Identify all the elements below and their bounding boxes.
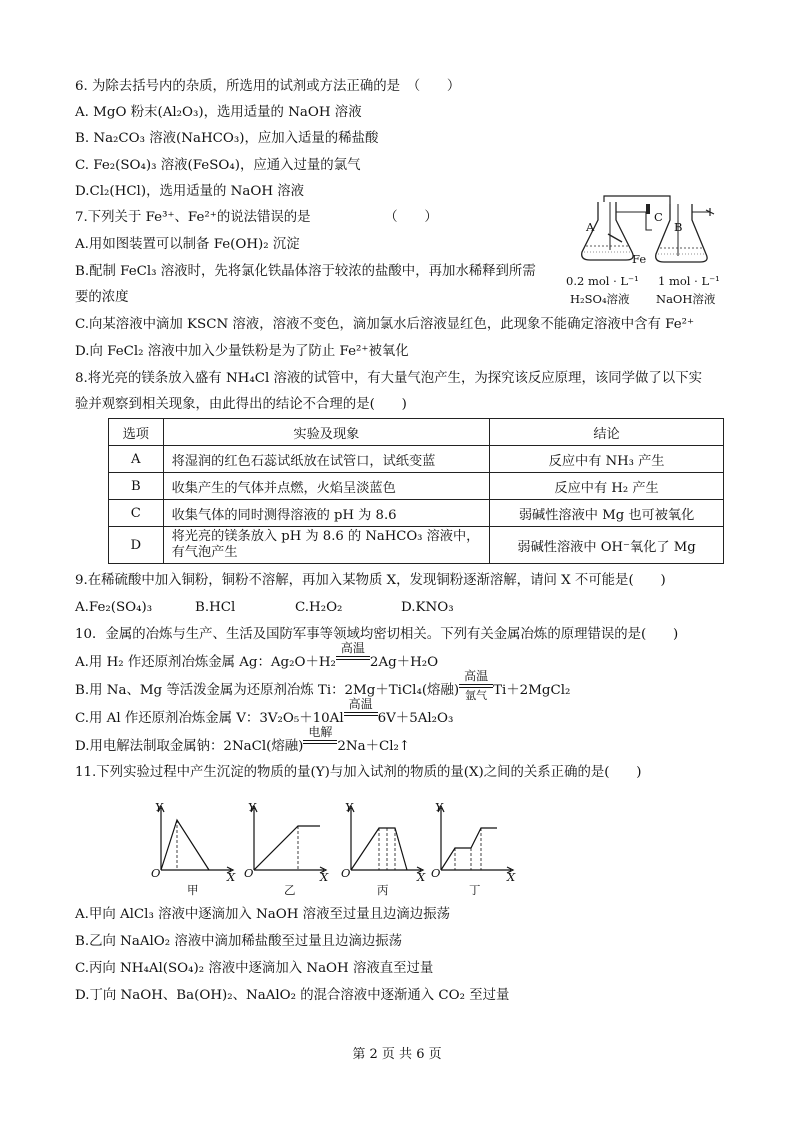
- q7-stem: 7.下列关于 Fe³⁺、Fe²⁺的说法错误的是 （ ）: [75, 210, 438, 225]
- q10-stem: 10．金属的冶炼与生产、生活及国防军事等领域均密切相关。下列有关金属冶炼的原理错误的是( ): [75, 627, 679, 642]
- y-axis-label: Y: [155, 800, 163, 814]
- x-axis-label: X: [320, 870, 329, 884]
- q11-option-b: B.乙向 NaAlO₂ 溶液中滴加稀盐酸至过量且边滴边振荡: [75, 934, 403, 949]
- q11-option-d: D.丁向 NaOH、Ba(OH)₂、NaAlO₂ 的混合溶液中逐渐通入 CO₂ 至过量: [75, 988, 510, 1003]
- row-option: A: [109, 446, 164, 473]
- q8-stem-line1: 8.将光亮的镁条放入盛有 NH₄Cl 溶液的试管中，有大量气泡产生，为探究该反应原理，该同学做了以下实: [75, 371, 702, 386]
- q10-c-products: 6V＋5Al₂O₃: [377, 711, 454, 726]
- row-experiment: 收集产生的气体并点燃，火焰呈淡蓝色: [163, 473, 490, 500]
- flask-b-label: B: [674, 220, 683, 234]
- fe-label: Fe: [632, 252, 647, 266]
- graph-ding: [425, 800, 525, 895]
- origin-label: O: [244, 866, 254, 880]
- q7-option-d: D.向 FeCl₂ 溶液中加入少量铁粉是为了防止 Fe²⁺被氧化: [75, 344, 409, 359]
- q10-b-products: Ti＋2MgCl₂: [493, 683, 571, 698]
- condition-text: 高温: [348, 697, 373, 711]
- row-option: D: [109, 527, 164, 564]
- row-experiment: 收集气体的同时测得溶液的 pH 为 8.6: [163, 500, 490, 527]
- graph-yi: [238, 800, 338, 895]
- row-conclusion: 弱碱性溶液中 Mg 也可被氧化: [490, 500, 724, 527]
- left-solution: H₂SO₄溶液: [570, 292, 630, 306]
- x-axis-label: X: [417, 870, 426, 884]
- q9-option-c: C.H₂O₂: [295, 600, 343, 615]
- origin-label: O: [431, 866, 441, 880]
- q8-stem-line2: 验并观察到相关现象，由此得出的结论不合理的是( ): [75, 397, 407, 412]
- q11-option-c: C.丙向 NH₄Al(SO₄)₂ 溶液中逐滴加入 NaOH 溶液直至过量: [75, 961, 434, 976]
- table-row: [109, 446, 724, 473]
- q11-stem: 11.下列实验过程中产生沉淀的物质的量(Y)与加入试剂的物质的量(X)之间的关系正确的是( ): [75, 765, 642, 780]
- table-header-row: [109, 419, 724, 446]
- equals-line-2: [344, 715, 378, 716]
- q10-option-b: [75, 669, 571, 702]
- x-axis-label: X: [227, 870, 236, 884]
- q6-option-b: B. Na₂CO₃ 溶液(NaHCO₃)，应加入适量的稀盐酸: [75, 131, 379, 146]
- flask-a-label: A: [586, 220, 595, 234]
- q10-option-c: [75, 697, 454, 728]
- equals-line-1: [303, 740, 337, 741]
- q10-a-reactants: A.用 H₂ 作还原剂冶炼金属 Ag：Ag₂O＋H₂: [75, 655, 336, 670]
- graph-label: 丁: [469, 883, 481, 897]
- q7-option-b-line2: 要的浓度: [75, 290, 129, 305]
- q6-stem: 6. 为除去括号内的杂质，所选用的试剂或方法正确的是 （ ）: [75, 79, 461, 94]
- q9-stem: 9.在稀硫酸中加入铜粉，铜粉不溶解，再加入某物质 X，发现铜粉逐渐溶解，请问 X 不可能是( ): [75, 573, 666, 588]
- equals-line-2: [336, 659, 370, 660]
- equals-line-1: [336, 656, 370, 657]
- q7-option-b-line1: B.配制 FeCl₃ 溶液时，先将氯化铁晶体溶于较浓的盐酸中，再加水稀释到所需: [75, 264, 536, 279]
- header-option: 选项: [109, 419, 164, 446]
- graph-label: 丙: [377, 883, 389, 897]
- graph-bing: [335, 800, 435, 895]
- row-experiment: 将湿润的红色石蕊试纸放在试管口，试纸变蓝: [163, 446, 490, 473]
- q10-d-condition: [303, 725, 337, 756]
- equals-line-2: [459, 687, 493, 688]
- q6-option-a: A. MgO 粉末(Al₂O₃)，选用适量的 NaOH 溶液: [75, 105, 362, 120]
- y-axis-label: Y: [248, 800, 256, 814]
- q9-option-a: A.Fe₂(SO₄)₃: [75, 600, 153, 615]
- equals-line-1: [344, 712, 378, 713]
- q10-c-reactants: C.用 Al 作还原剂冶炼金属 V：3V₂O₅＋10Al: [75, 711, 344, 726]
- q10-a-products: 2Ag＋H₂O: [369, 655, 439, 670]
- y-axis-label: Y: [345, 800, 353, 814]
- equals-line-1: [459, 684, 493, 685]
- row-option: C: [109, 500, 164, 527]
- header-conclusion: 结论: [490, 419, 724, 446]
- row-conclusion: 弱碱性溶液中 OH⁻氧化了 Mg: [490, 527, 724, 564]
- row-experiment: 将光亮的镁条放入 pH 为 8.6 的 NaHCO₃ 溶液中，有气泡产生: [163, 527, 490, 564]
- q9-option-d: D.KNO₃: [401, 600, 454, 615]
- y-axis-label: Y: [435, 800, 443, 814]
- table-row: [109, 473, 724, 500]
- q10-d-products: 2Na＋Cl₂↑: [337, 739, 411, 754]
- q6-option-d: D.Cl₂(HCl)，选用适量的 NaOH 溶液: [75, 184, 305, 199]
- header-experiment: 实验及现象: [163, 419, 490, 446]
- q7-option-c: C.向某溶液中滴加 KSCN 溶液，溶液不变色，滴加氯水后溶液显红色，此现象不能确定溶液中含有 Fe²⁺: [75, 317, 695, 332]
- right-solution: NaOH溶液: [656, 292, 716, 306]
- q10-c-condition: [344, 697, 378, 728]
- left-concentration: 0.2 mol · L⁻¹: [566, 274, 639, 288]
- q9-options: [75, 599, 454, 617]
- condition-text: 高温: [340, 641, 365, 655]
- q7-option-a: A.用如图装置可以制备 Fe(OH)₂ 沉淀: [75, 237, 300, 252]
- row-conclusion: 反应中有 H₂ 产生: [490, 473, 724, 500]
- graph-jia: [145, 800, 245, 895]
- q10-option-d: [75, 725, 411, 756]
- graph-label: 甲: [187, 883, 199, 897]
- page-footer: 第 2 页 共 6 页: [352, 1047, 442, 1062]
- q11-option-a: A.甲向 AlCl₃ 溶液中逐滴加入 NaOH 溶液至过量且边滴边振荡: [75, 907, 450, 922]
- q6-option-c: C. Fe₂(SO₄)₃ 溶液(FeSO₄)，应通入过量的氯气: [75, 158, 361, 173]
- q10-b-condition: [459, 669, 493, 702]
- q9-option-b: B.HCl: [195, 600, 236, 615]
- table-row: [109, 500, 724, 527]
- right-concentration: 1 mol · L⁻¹: [658, 274, 720, 288]
- condition-text-below: 氩气: [465, 689, 488, 702]
- row-option: B: [109, 473, 164, 500]
- q8-table: [108, 418, 724, 564]
- condition-text: 高温: [464, 669, 489, 683]
- origin-label: O: [151, 866, 161, 880]
- q10-b-reactants: B.用 Na、Mg 等活泼金属为还原剂冶炼 Ti：2Mg＋TiCl₄(熔融): [75, 683, 460, 698]
- graph-label: 乙: [284, 883, 296, 897]
- row-conclusion: 反应中有 NH₃ 产生: [490, 446, 724, 473]
- equals-line-2: [303, 743, 337, 744]
- origin-label: O: [341, 866, 351, 880]
- table-row: [109, 527, 724, 564]
- q10-d-reactants: D.用电解法制取金属钠：2NaCl(熔融): [75, 739, 304, 754]
- valve-c-label: C: [654, 210, 663, 224]
- q7-apparatus-figure: [560, 190, 730, 310]
- q10-a-condition: [336, 641, 370, 672]
- q10-option-a: [75, 641, 439, 672]
- condition-text: 电解: [308, 725, 333, 739]
- x-axis-label: X: [507, 870, 516, 884]
